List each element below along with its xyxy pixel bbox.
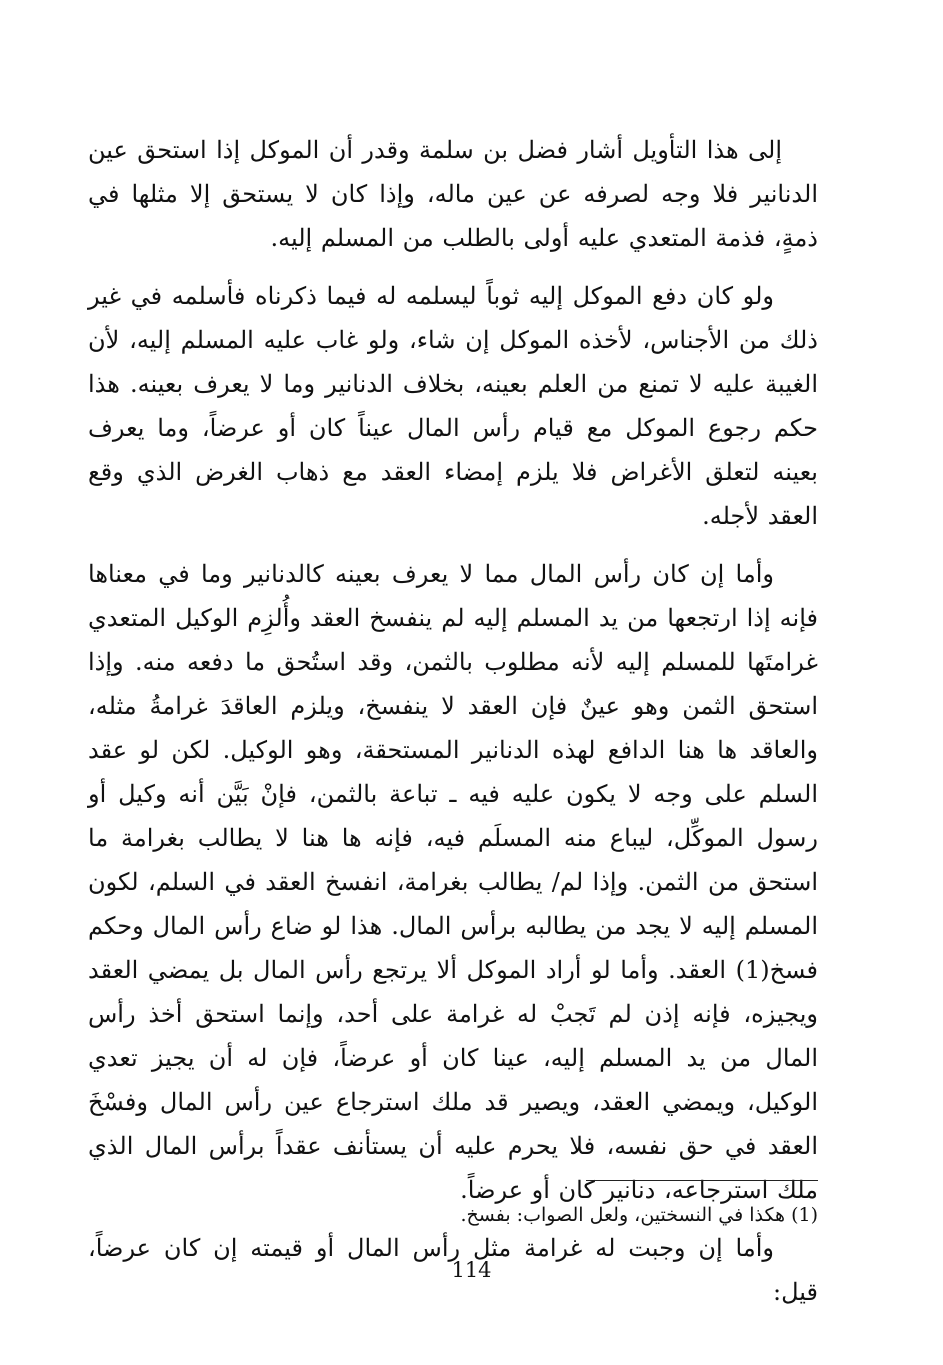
paragraph-2: ولو كان دفع الموكل إليه ثوباً ليسلمه له فيما ذكرناه فأسلمه في غير ذلك من الأجناس، لأخذه الموكل إن شاء، ولو غاب عليه المسلم إليه، لأن الغيبة عليه لا تمنع من العلم بعينه، بخلاف الدنانير وما لا يعرف بعينه. هذا حكم رجوع الموكل مع قيام رأس المال عيناً كان أو عرضاً، وما يعرف بعينه لتعلق الأغراض فلا يلزم إمضاء العقد مع ذهاب الغرض الذي وقع العقد لأجله.: [88, 282, 819, 530]
footnote: (1) هكذا في النسختين، ولعل الصواب: بفسخ.: [460, 1204, 818, 1226]
paragraph-3: وأما إن كان رأس المال مما لا يعرف بعينه كالدنانير وما في معناها فإنه إذا ارتجعها من يد المسلم إليه لم ينفسخ العقد وأُلزِم الوكيل المتعدي غرامتَها للمسلم إليه لأنه مطلوب بالثمن، وقد استُحق ما دفعه منه. وإذا استحق الثمن وهو عينٌ فإن العقد لا ينفسخ، ويلزم العاقدَ غرامةُ مثله، والعاقد ها هنا الدافع لهذه الدنانير المستحقة، وهو الوكيل. لكن لو عقد السلم على وجه لا يكون عليه فيه ـ تباعة بالثمن، فإنْ بَيَّن أنه وكيل أو رسول الموكِّل، ليباع منه المسلَم فيه، فإنه ها هنا لا يطالب بغرامة ما استحق من الثمن. وإذا لم/ يطالب بغرامة، انفسخ العقد في السلم، لكون المسلم إليه لا يجد من يطالبه برأس المال. هذا لو ضاع رأس المال وحكم فسخ(1) العقد. وأما لو أراد الموكل ألا يرتجع رأس المال بل يمضي العقد ويجيزه، فإنه إذن لم تَجبْ له غرامة على أحد، وإنما استحق أخذ رأس المال من يد المسلم إليه، عينا كان أو عرضاً، فإن له أن يجيز تعدي الوكيل، ويمضي العقد، ويصير قد ملك استرجاع عين رأس المال وفسْخَ العقد في حق نفسه، فلا يحرم عليه أن يستأنف عقداً برأس المال الذي ملك استرجاعه، دنانير كان أو عرضاً.: [88, 560, 818, 1204]
page-number: 114: [451, 1258, 492, 1282]
paragraph-1: إلى هذا التأويل أشار فضل بن سلمة وقدر أن الموكل إذا استحق عين الدنانير فلا وجه لصرفه عن عين ماله، وإذا كان لا يستحق إلا مثلها في ذمةٍ، فذمة المتعدي عليه أولى بالطلب من المسلم إليه.: [88, 136, 818, 252]
paragraph-4: وأما إن وجبت له غرامة مثل رأس المال أو قيمته إن كان عرضاً، قيل:: [88, 1234, 818, 1306]
footnote-divider: [586, 1180, 818, 1181]
page-body: [88, 128, 818, 1328]
